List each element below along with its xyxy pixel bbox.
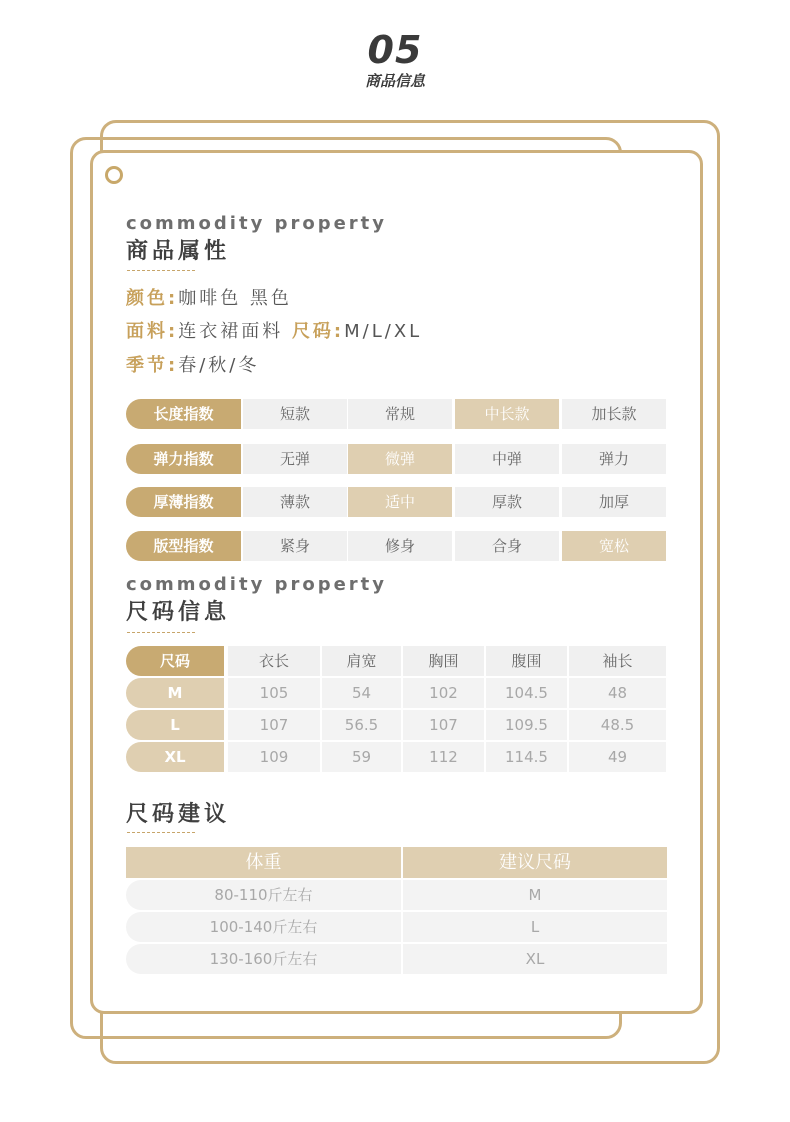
size-cell: 49 — [569, 742, 666, 772]
size-cell: 109.5 — [486, 710, 567, 740]
suggestion-header: 体重 — [126, 847, 401, 878]
size-header-cell: 胸围 — [403, 646, 484, 676]
size-row-label: L — [126, 710, 224, 740]
suggestion-cn-heading: 尺码建议 — [126, 802, 231, 827]
size-cell: 54 — [322, 678, 401, 708]
index-option: 紧身 — [243, 531, 347, 561]
index-option: 合身 — [455, 531, 559, 561]
index-label: 厚薄指数 — [126, 487, 241, 517]
suggestion-cell: 100-140斤左右 — [126, 912, 401, 942]
index-option: 加长款 — [562, 399, 666, 429]
index-label: 版型指数 — [126, 531, 241, 561]
index-option: 常规 — [348, 399, 452, 429]
size-cell: 114.5 — [486, 742, 567, 772]
size-header-cell: 腹围 — [486, 646, 567, 676]
size-row-label: XL — [126, 742, 224, 772]
size-header-pill: 尺码 — [126, 646, 224, 676]
size-cell: 105 — [228, 678, 320, 708]
index-option: 中弹 — [455, 444, 559, 474]
index-option: 薄款 — [243, 487, 347, 517]
ring-icon — [105, 166, 123, 184]
size-cell: 107 — [403, 710, 484, 740]
season-value: 春/秋/冬 — [178, 355, 260, 376]
size-row-label: M — [126, 678, 224, 708]
size-cn-heading: 尺码信息 — [126, 600, 231, 625]
heading-divider — [127, 832, 195, 833]
heading-divider — [127, 632, 195, 633]
index-label: 弹力指数 — [126, 444, 241, 474]
suggestion-cell: 130-160斤左右 — [126, 944, 401, 974]
index-option: 加厚 — [562, 487, 666, 517]
section-number: 05 — [367, 28, 423, 72]
suggestion-header: 建议尺码 — [403, 847, 667, 878]
suggestion-cell: XL — [403, 944, 667, 974]
index-option: 宽松 — [562, 531, 666, 561]
size-cell: 102 — [403, 678, 484, 708]
size-cell: 104.5 — [486, 678, 567, 708]
index-option: 短款 — [243, 399, 347, 429]
size-header-cell: 衣长 — [228, 646, 320, 676]
index-option: 中长款 — [455, 399, 559, 429]
size-cell: 107 — [228, 710, 320, 740]
size-en-heading: commodity property — [126, 574, 388, 595]
index-option: 适中 — [348, 487, 452, 517]
color-key: 颜色: — [126, 288, 179, 309]
color-line — [126, 284, 292, 310]
fabric-size-line — [126, 317, 422, 343]
size-cell: 59 — [322, 742, 401, 772]
index-option: 弹力 — [562, 444, 666, 474]
heading-divider — [127, 270, 195, 271]
size-cell: 56.5 — [322, 710, 401, 740]
property-en-heading: commodity property — [126, 213, 388, 234]
index-option: 厚款 — [455, 487, 559, 517]
index-option: 无弹 — [243, 444, 347, 474]
size-value: M/L/XL — [344, 321, 423, 342]
property-cn-heading: 商品属性 — [126, 239, 231, 264]
size-cell: 109 — [228, 742, 320, 772]
section-title: 商品信息 — [364, 72, 425, 90]
suggestion-cell: L — [403, 912, 667, 942]
color-value: 咖啡色 黑色 — [178, 288, 292, 309]
size-cell: 48 — [569, 678, 666, 708]
fabric-value: 连衣裙面料 — [178, 321, 284, 342]
size-key: 尺码: — [291, 321, 345, 342]
size-header-cell: 肩宽 — [322, 646, 401, 676]
size-cell: 112 — [403, 742, 484, 772]
index-label: 长度指数 — [126, 399, 241, 429]
suggestion-cell: 80-110斤左右 — [126, 880, 401, 910]
size-header-cell: 袖长 — [569, 646, 666, 676]
size-cell: 48.5 — [569, 710, 666, 740]
index-option: 修身 — [348, 531, 452, 561]
season-line — [126, 351, 259, 377]
season-key: 季节: — [126, 355, 179, 376]
suggestion-cell: M — [403, 880, 667, 910]
fabric-key: 面料: — [126, 321, 179, 342]
index-option: 微弹 — [348, 444, 452, 474]
